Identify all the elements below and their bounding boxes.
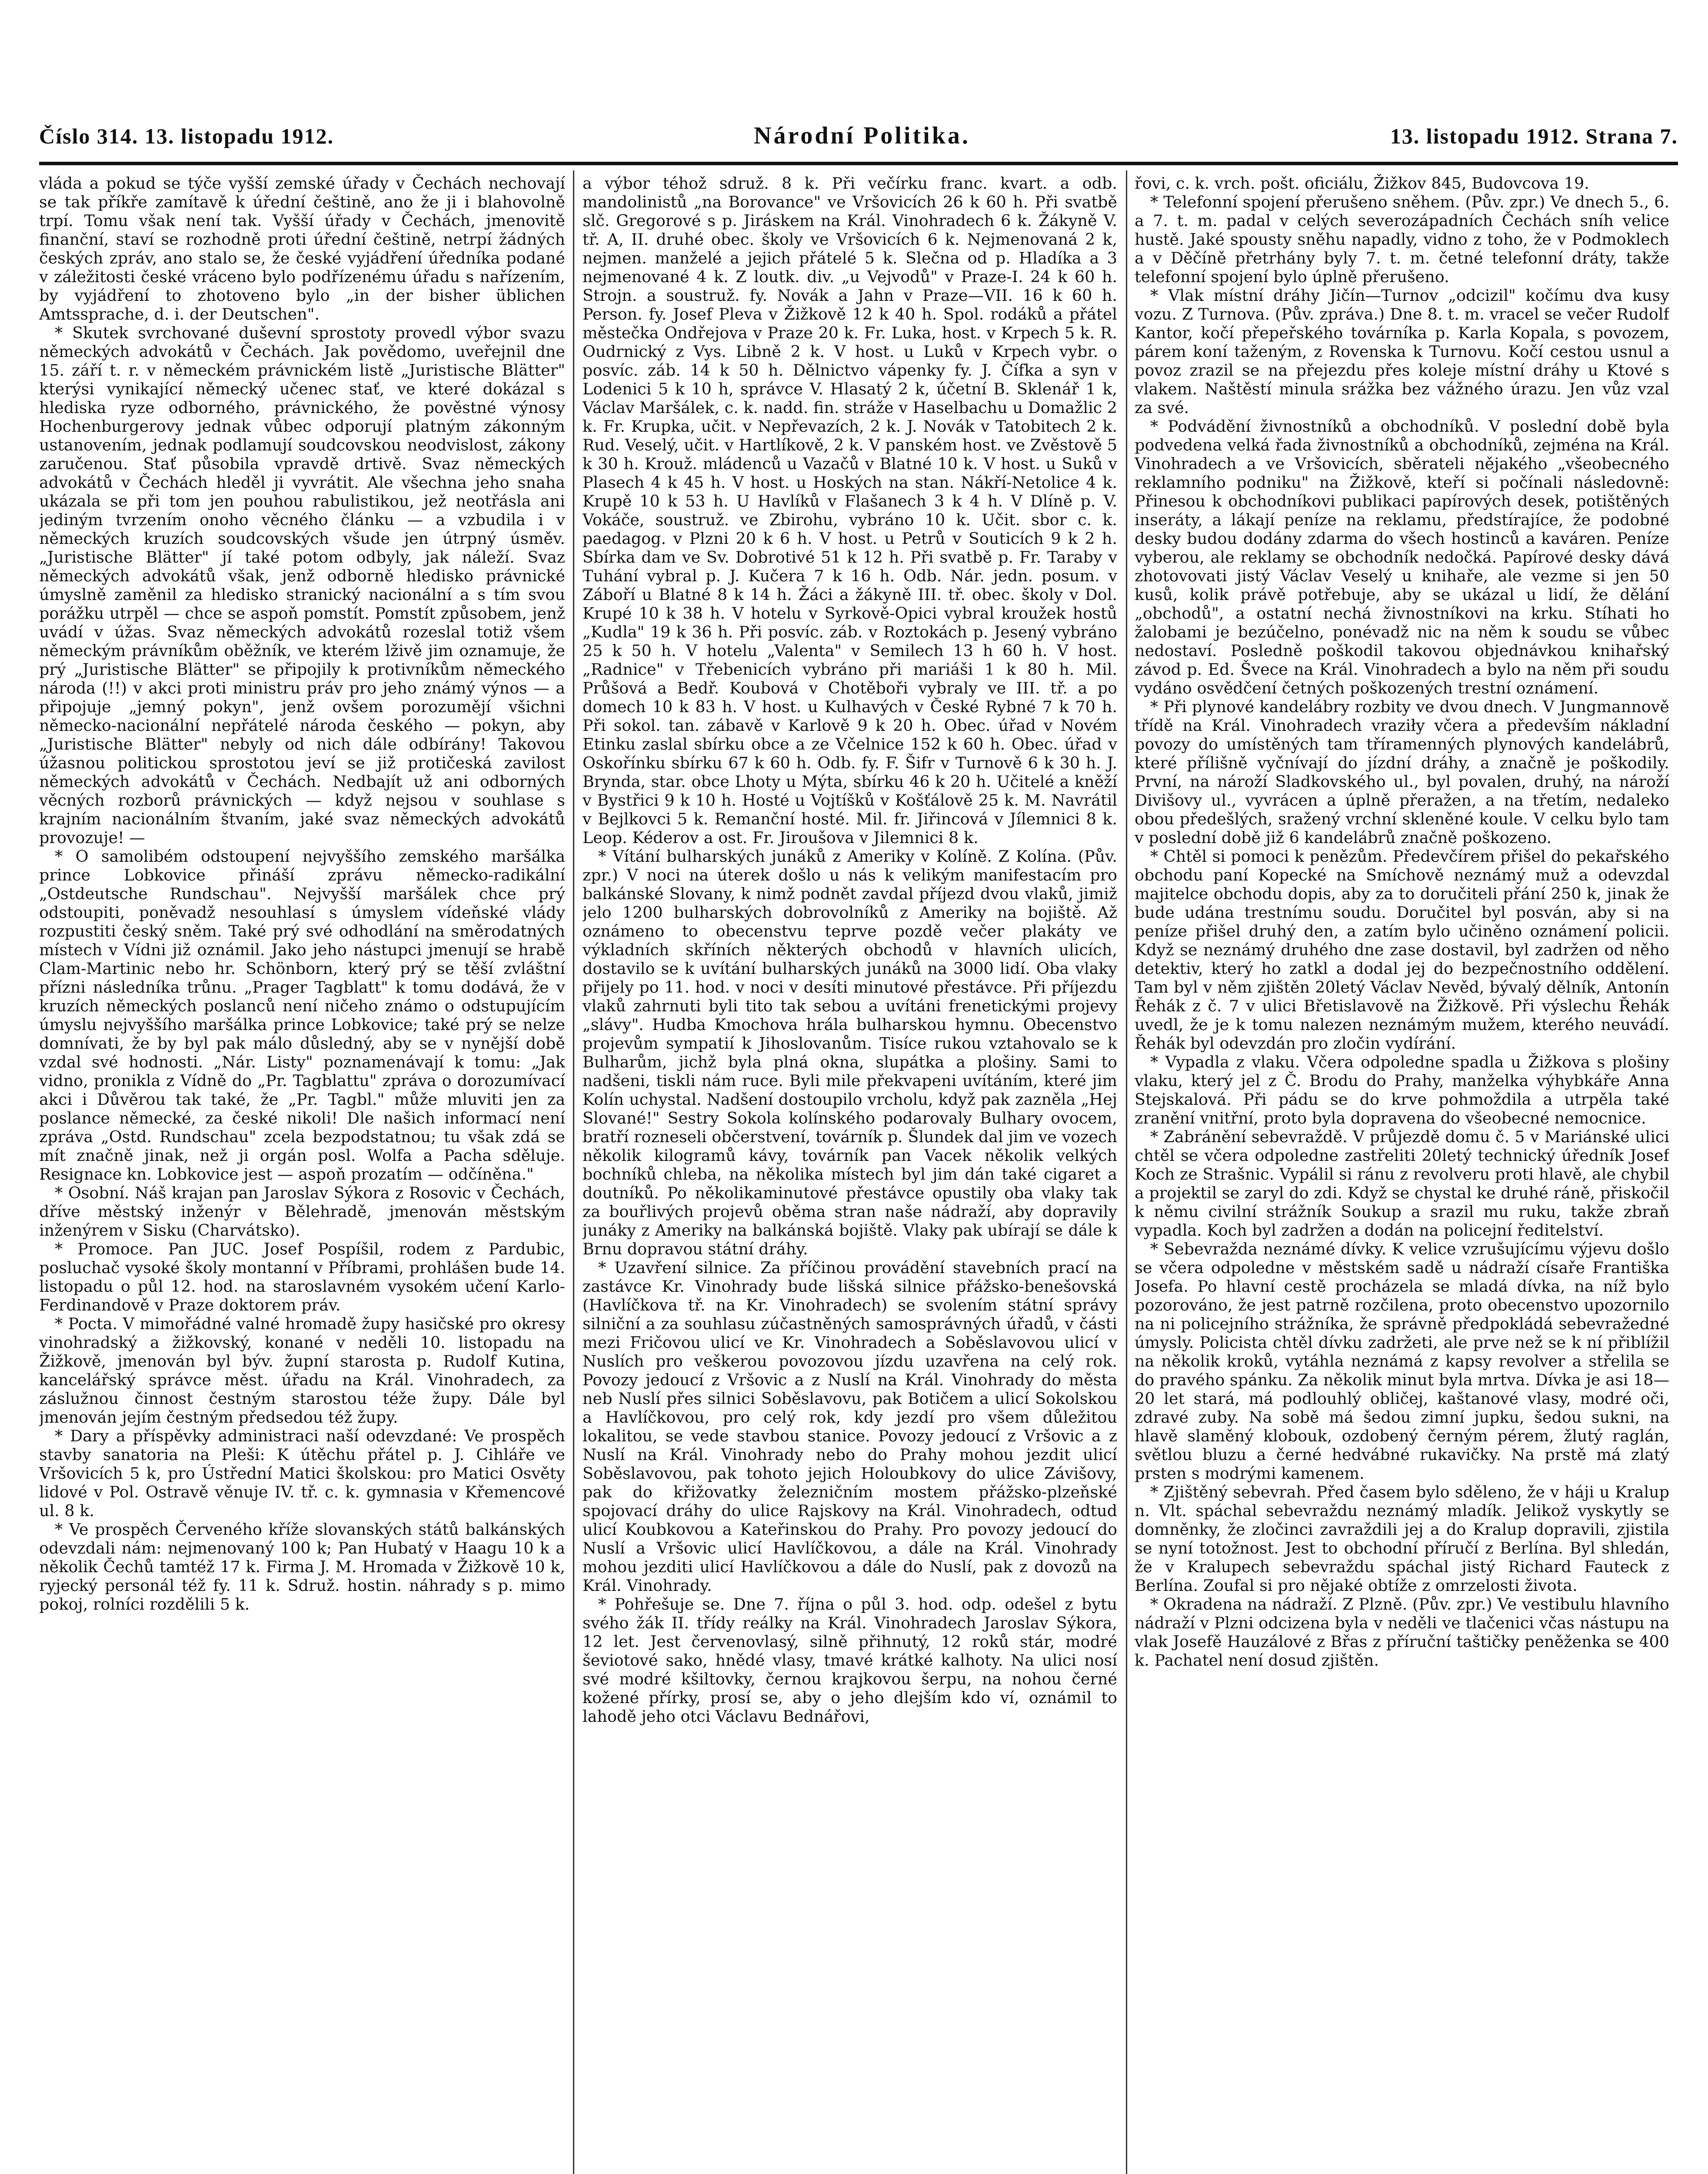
article-text: a výbor téhož sdruž. 8 k. Při večírku franc. kvart. a odb. mandolinistů „na Borovance" ve Vršovicích 26 k 60 h. Při svatbě slč. Gregorové s p. Jiráskem na Král. Vinohradech 6 k. Žákyně V. tř. A, II. druhé obec. školy ve Vršovicích 6 k. Nejmenovaná 2 k, nejmen. manželé a jejich přátelé 5 k. Slečna od p. Hladíka a 3 nejmenované 4 k. Z loutk. div. „u Vejvodů" v Praze-I. 24 k 60 h. Strojn. a soustruž. fy. Novák a Jahn v Praze—VII. 16 k 60 h. Person. fy. Josef Pleva v Žižkově 12 k 40 h. Spol. rodáků a přátel městečka Ondřejova v Praze 20 k. Fr. Luka, host. v Krpech 5 k. R. Oudrnický z Vys. Libně 2 k. V host. u Luků v Krpech vybr. o posvíc. záb. 14 k 50 h. Dělnictvo vápenky fy. J. Čífka a syn v Lodenici 5 k 10 h, správce V. Hlasatý 2 k, účetní B. Sklenář 1 k, Václav Maršálek, c. k. nadd. fin. stráže v Haselbachu u Domažlic 2 k. Fr. Krupka, učit. v Nepřevazích, 2 k. J. Novák v Tatobitech 2 k. Rud. Veselý, učit. v Hartlíkově, 2 k. V panském host. ve Zvěstově 5 k 30 h. Krouž. mládenců u Vazačů v Blatné 10 k. V host. u Suků v Plasech 4 k 45 h. V host. u Hoských na stan. Nákří-Netolice 4 k. Krupě 10 k 53 h. U Havlíků v Flašanech 3 k 4 h. V Dlíně p. V. Vokáče, soustruž. ve Zbirohu, vybráno 10 k. Učit. sbor c. k. paedagog. v Plzni 20 k 6 h. V host. u Petrů v Souticích 9 k 2 h. Sbírka dam ve Sv. Dobrotivé 51 k 12 h. Při svatbě p. Fr. Taraby v Tuhání vybral p. J. Kučera 7 k 16 h. Odb. Nár. jedn. posum. v Záboří u Blatné 8 k 14 h. Žáci a žákyně III. tř. obec. školy v Dol. Krupé 10 k 38 h. V hotelu v Syrkově-Opici vybral kroužek hostů „Kudla" 19 k 36 h. Při posvíc. záb. v Roztokách p. Jesený vybráno 25 k 50 h. V hotelu „Valenta" v Semilech 13 h 60 h. V host. „Radnice" v Třebenicích vybráno při mariáši 1 k 80 h. Mil. Průšová a Bedř. Koubová v Chotěboři vybraly ve III. tř. a po domech 10 k 83 h. V host. u Kulhavých v České Rybné 7 k 70 h. Při sokol. tan. zábavě v Karlově 9 k 20 h. Obec. úřad v Novém Etinku zaslal sbírku obce a ze Včelnice 152 k 60 h. Obec. úřad v Oskořínku sbírku 67 k 60 h. Odb. fy. F. Šifr v Turnově 6 k 30 h. J. Brynda, star. obce Lhoty u Mýta, sbírku 46 k 20 h. Učitelé a kněží v Bystřici 9 k 10 h. Hosté u Vojtíšků v Košťálově 25 k. M. Navrátil v Bejlkovci 5 k. Remanční hosté. Mil. fr. Jiřincová v Jílemnici 8 k. Leop. Kéderov a ost. Fr. Jiroušova v Jilemnici 8 k. — [583, 174, 1117, 847]
column-3 — [1135, 174, 1669, 2174]
column-2 — [583, 174, 1117, 2174]
article-text: * Promoce. Pan JUC. Josef Pospíšil, rodem z Pardubic, posluchač vysoké školy montanní v Příbrami, prohlášen bude 14. listopadu o půl 12. hod. na staroslavném vysokém učení Karlo-Ferdinandově v Praze doktorem práv. — [39, 1240, 565, 1314]
header-title: Národní Politika. — [754, 122, 970, 149]
article-text: * Dary a příspěvky administraci naší odevzdané: Ve prospěch stavby sanatoria na Pleši: K útěchu přátel p. J. Cihláře ve Vršovicích 5 k, pro Ústřední Matici školskou: pro Matici Osvěty lidové v Pol. Ostravě věnuje IV. tř. c. k. gymnasia v Křemencové ul. 8 k. — [39, 1427, 565, 1520]
column-1 — [39, 174, 565, 2174]
article-text: * Okradena na nádraží. Z Plzně. (Pův. zpr.) Ve vestibulu hlavního nádraží v Plzni odcizena byla v neděli ve tlačenici včas nástupu na vlak Josefě Hauzálové z Břas z příruční taštičky peněženka se 400 k. Pachatel není dosud zjištěn. — [1135, 1595, 1669, 1670]
article-text: * Při plynové kandelábry rozbity ve dvou dnech. V Jungmannově třídě na Král. Vinohradech vraziły včera a především nákladní povozy do umístěných tam tříramenných plynových kandelábrů, které přílišně vyčnívají do jízdní dráhy, a značně je poškodily. První, na nároží Sladkovského ul., byl povalen, druhý, na nároží Divišovy ul., vyvrácen a úplně přeražen, a na třetím, nedaleko obou předešlých, sražený vrchní skleněné koule. V celku bylo tam v poslední době již 6 kandelábrů značně poškozeno. — [1135, 697, 1669, 847]
article-text: * Pocta. V mimořádné valné hromadě župy hasičské pro okresy vinohradský a žižkovský, konané v neděli 10. listopadu na Žižkově, jmenován byl býv. župní starosta p. Rudolf Kutina, kancelářský správce měst. úřadu na Král. Vinohradech, za záslužnou činnost čestným starostou téže župy. Dále byl jmenován jejím čestným předsedou též župy. — [39, 1314, 565, 1427]
article-text: * Pohřešuje se. Dne 7. října o půl 3. hod. odp. odešel z bytu svého žák II. třídy reálky na Král. Vinohradech Jaroslav Sýkora, 12 let. Jest červenovlasý, silně přihnutý, 12 roků stár, modré ševiotové sako, hnědé vlasy, tmavé krátké kalhoty. Na ulici nosí své modré kšiltovky, černou krajkovou šerpu, na nohou černé kožené přírky, prosí se, aby o jeho dlejším kdo ví, oznámil to lahodě jeho otci Václavu Bednářovi, — [583, 1595, 1117, 1726]
header-issue: Číslo 314. 13. listopadu 1912. — [39, 124, 334, 148]
article-text: * Podvádění živnostníků a obchodníků. V poslední době byla podvedena velká řada živnostníků a obchodníků, zejména na Král. Vinohradech a ve Vršovicích, sběrateli nějakého „všeobecného reklamního podniku" na Žižkově, kteří si počínali následovně: Přinesou k obchodníkovi publikaci papírových desek, potištěných inseráty, a lákají peníze na reklamu, předstírajíce, že podobné desky budou dodány zdarma do všech hostinců a kaváren. Peníze vyberou, ale reklamy se obchodník nedočká. Papírové desky dává zhotovovati jistý Václav Veselý u knihaře, ale vezme si jen 50 kusů, kolik právě potřebuje, aby se ukázal u lidí, že dělání „obchodů", a ostatní nechá živnostníkovi na krku. Stíhati ho žalobami je bezúčelno, ponévadž nic na něm k soudu se vůbec nedostaví. Posledně poškodil takovou objednávkou knihařský závod p. Ed. Švece na Král. Vinohradech a bylo na něm při soudu vydáno osvědčení četných poškozených trestní oznámení. — [1135, 417, 1669, 697]
article-text: * Zabránění sebevraždě. V průjezdě domu č. 5 v Mariánské ulici chtěl se včera odpoledne zastřeliti 20letý technický úředník Josef Koch ze Strašnic. Vypálil si ránu z revolveru proti hlavě, ale chybil a projektil se zaryl do zdi. Když se chystal ke druhé ráně, přiskočil k němu civilní strážník Soukup a srazil mu ruku, takže zbraň vypadla. Koch byl zadržen a dodán na policejní ředitelství. — [1135, 1127, 1669, 1240]
page-header — [39, 122, 1678, 161]
header-rule — [39, 162, 1678, 165]
article-text: * Vlak místní dráhy Jičín—Turnov „odcizil" kočímu dva kusy vozu. Z Turnova. (Pův. zpráva.) Dne 8. t. m. vracel se večer Rudolf Kantor, kočí přepeřského továrníka p. Karla Kopala, s povozem, párem koní taženým, z Rovenska k Turnovu. Kočí cestou usnul a povoz zrazil se na přejezdu přes koleje místní dráhy u Ktové s vlakem. Naštěstí minula srážka bez vážného úrazu. Jen vůz vzal za své. — [1135, 286, 1669, 417]
article-text: * Zjištěný sebevrah. Před časem bylo sděleno, že v háji u Kralup n. Vlt. spáchal sebevraždu neznámý mladík. Jelikož vyskytly se domněnky, že zločinci zavraždili jej a do Kralup dopravili, zjistila se nyní totožnost. Jest to obchodní příručí z Berlína. Byl shledán, že v Kralupech sebevraždu spáchal jistý Richard Fauteck z Berlína. Zoufal si pro nějaké obtíže z omrzelosti života. — [1135, 1483, 1669, 1595]
newspaper-page — [39, 0, 1678, 2174]
column-divider — [573, 170, 574, 2174]
article-text: * Vypadla z vlaku. Včera odpoledne spadla u Žižkova s plošiny vlaku, který jel z Č. Brodu do Prahy, manželka výhybkáře Anna Stejskalová. Při pádu se do krve pohmoždila a utrpěla také zranění vnitřní, proto byla dopravena do všeobecné nemocnice. — [1135, 1053, 1669, 1127]
article-text: * Ve prospěch Červeného kříže slovanských států balkánských odevzdali nám: nejmenovaný 100 k; Pan Hubatý v Haagu 10 k a několik Čechů tamtéž 17 k. Firma J. M. Hromada v Žižkově 10 k, ryjecký personál též fy. 11 k. Sdruž. hostin. náhrady s p. mimo pokoj, rolníci rozdělili 5 k. — [39, 1520, 565, 1614]
article-text: * Uzavření silnice. Za příčinou provádění stavebních prací na zastávce Kr. Vinohrady bude lišská silnice přážsko-benešovská (Havlíčkova tř. na Kr. Vinohradech) se svolením státní správy silniční a za souhlasu zúčastněných samosprávných úřadů, v části mezi Fričovou ulicí ve Kr. Vinohradech a Soběslavovou ulicí v Nuslích pro veškerou povozovou jízdu uzavřena na celý rok. Povozy jedoucí z Vršovic a z Nuslí na Král. Vinohrady do města neb Nuslí přes silnici Soběslavovu, pak Botičem a ulicí Sokolskou a Havlíčkovou, pro celý rok, kdy jezdí pro všem důležitou lokalitou, se vede stavbou stanice. Povozy jedoucí z Vršovic a z Nuslí na Král. Vinohrady nebo do Prahy mohou jezdit ulicí Soběslavovou, pak tohoto jejich Holoubkovy do ulice Závišovy, pak do křižovatky železničním mostem přážsko-plzeňské spojovací dráhy do ulice Rajskovy na Král. Vinohradech, odtud ulicí Koubkovou a Kateřinskou do Prahy. Pro povozy jedoucí do Nuslí a Vršovic ulicí Havlíčkovou, a dále na Král. Vinohrady mohou jezditi ulicí Havlíčkovou a dále do Nuslí, pak z dovozů na Král. Vinohrady. — [583, 1258, 1117, 1595]
article-text: * O samolibém odstoupení nejvyššího zemského maršálka prince Lobkovice přináší zprávu německo-radikální „Ostdeutsche Rundschau". Nejvyšší maršálek chce prý odstoupiti, poněvadž nesouhlasí s úmyslem vídeňské vlády rozpustiti český sněm. Také prý své odhodlání na směrodatných místech v Vídni již oznámil. Jako jeho nástupci jmenují se hrabě Clam-Martinic nebo hr. Schönborn, který prý se těší zvláštní přízni následníka trůnu. „Prager Tagblatt" k tomu dodává, že v kruzích německých poslanců není ničeho známo o odstupujícím úmyslu nejvyššího maršálka prince Lobkovice; také prý se nelze domnívati, že by byl pak málo důsledný, aby se v nynější době vzdal své hodnosti. „Nár. Listy" poznamenávají k tomu: „Jak vidno, pronikla z Vídně do „Pr. Tagblattu" zpráva o dorozumívací akci i Důvěrou tak také, že „Pr. Tagbl." může mluviti jen za poslance německé, za české nikoli! Dle našich informací není zpráva „Ostd. Rundschau" zcela bezpodstatnou; tu však zdá se mít značně jinak, než ji orgán posl. Wolfa a Pacha sděluje. Resignace kn. Lobkovice jest — aspoň prozatím — odčíněna." — [39, 847, 565, 1184]
article-text: * Chtěl si pomoci k penězům. Předevčírem přišel do pekařského obchodu paní Kopecké na Smíchově neznámý muž a odevzdal majitelce obchodu dopis, aby za to doručiteli přání 250 k, jinak že bude udána trestnímu soudu. Doručitel byl posván, aby si na peníze přišel druhý den, a zatím bylo učiněno oznámení policii. Když se neznámý druhého dne zase dostavil, byl zadržen od něho detektiv, který ho zatkl a dodal jej do bezpečnostního oddělení. Tam byl v něm zjištěn 20letý Václav Nevěd, bývalý dělník, Antonín Řehák z č. 7 v ulici Břetislavově na Žižkově. Při výslechu Řehák uvedl, že je k tomu nalezen neznámým mužem, kterého neuvádí. Řehák byl odevzdán pro zločin vydírání. — [1135, 847, 1669, 1053]
column-divider — [1126, 170, 1127, 2174]
article-text: * Skutek svrchované duševní sprostoty provedl výbor svazu německých advokátů v Čechách. Jak povědomo, uveřejnil dne 15. září t. r. v německém právnickém listě „Juristische Blätter" kterýsi vynikající německý učenec stať, ve které dokázal s hlediska ryze odborného, právnického, že pověstné výnosy Hochenburgerovy jednak vůbec odporují platným zákonným ustanovením, jednak podlamují soudcovskou neodvislost, zákony zaručenou. Stať působila vpravdě drtivě. Svaz německých advokátů v Čechách hleděl ji vyvrátit. Ale všechna jeho snaha ukázala se při tom jen pouhou rabulistikou, jež neotřásla ani jediným tvrzením onoho věcného článku — a vzbudila i v německých kruzích soudcovských všude jen útrpný úsměv. „Juristische Blätter" jí také potom odbyly, jak náleží. Svaz německých advokátů však, jenž odborně hledisko právnické úmyslně zaměnil za hledisko stranický nacionální a s tím svou porážku utrpěl — chce se aspoň pomstít. Pomstít způsobem, jenž uvádí v úžas. Svaz německých advokátů rozeslal totiž všem německým právníkům oběžník, ve kterém lživě jim oznamuje, že prý „Juristische Blätter" se připojily k protivníkům německého národa (!!) v akci proti ministru práv pro jeho známý výnos — a připojuje „jemný pokyn", jenž ovšem porozumějí všichni německo-nacionální nepřátelé národa českého — pokyn, aby „Juristische Blätter" nebyly od nich dále odbírány! Takovou úžasnou politickou sprostotou jeví se již protičeská zavilost německých advokátů v Čechách. Nedbajít už ani odborných věcných rozborů právnických — když nejsou v souhlase s krajním nacionálním štvaním, jaké svaz německých advokátů provozuje! — — [39, 323, 565, 847]
article-text: * Osobní. Náš krajan pan Jaroslav Sýkora z Rosovic v Čechách, dříve městský inženýr v Bělehradě, jmenován městským inženýrem v Sisku (Charvátsko). — [39, 1184, 565, 1240]
article-text: * Telefonní spojení přerušeno sněhem. (Pův. zpr.) Ve dnech 5., 6. a 7. t. m. padal v celých severozápadních Čechách sníh velice hustě. Jaké spousty sněhu napadly, vidno z toho, že v Podmoklech a v Děčíně přetrhány byly 7. t. m. četné telefonní dráty, takže telefonní spojení bylo úplně přerušeno. — [1135, 193, 1669, 286]
article-text: * Sebevražda neznámé dívky. K velice vzrušujícímu výjevu došlo se včera odpoledne v městském sadě u nádraží císaře Františka Josefa. Po hlavní cestě procházela se mladá dívka, na níž bylo pozorováno, že jest patrně rozčilena, proto obecenstvo upozornilo na ni policejního strážníka, že správně předpokládá sebevražedné úmysly. Policista chtěl dívku zadržeti, ale prve než se k ní přiblížil na několik kroků, vytáhla neznámá z kapsy revolver a střelila se do pravého spánku. Za několik minut byla mrtva. Dívka je asi 18—20 let stará, má podlouhlý obličej, kaštanové vlasy, modré oči, zdravé zuby. Na sobě má šedou zimní jupku, šedou sukni, na hlavě slaměný klobouk, ozdobený černým pérem, žlutý raglán, světlou bluzu a černé hedvábné rukavičky. Na prstě má zlatý prsten s modrými kamenem. — [1135, 1240, 1669, 1483]
article-text: řovi, c. k. vrch. pošt. oficiálu, Žižkov 845, Budovcova 19. — [1135, 174, 1589, 193]
article-text: vláda a pokud se týče vyšší zemské úřady v Čechách nechovají se tak příkře zamítavě k úřední češtině, ano že ji i blahovolně trpí. Tomu však není tak. Vyšší úřady v Čechách, jmenovitě finanční, staví se rozhodně proti úřední češtině, netrpí žádných českých zpráv, ano stalo se, že české vyjádření úředníka podané v záležitosti české vráceno bylo podřízenému úřadu s nařízením, by vyjádření to zhotoveno bylo „in der bisher üblichen Amtssprache, d. i. der Deutschen". — [39, 174, 565, 323]
header-page: 13. listopadu 1912. Strana 7. — [1390, 124, 1678, 148]
article-text: * Vítání bulharských junáků z Ameriky v Kolíně. Z Kolína. (Pův. zpr.) V noci na úterek došlo u nás k velikým manifestacím pro balkánské Slovany, k nimž podnět zavdal příjezd dvou vlaků, jimiž jelo 1200 bulharských dobrovolníků z Ameriky na bojiště. Až oznámeno to obecenstvu teprve pozdě večer plakáty ve výkladních skříních některých obchodů v hlavních ulicích, dostavilo se k uvítání bulharských junáků na 3000 lidí. Oba vlaky přijely po 11. hod. v noci v desíti minutové přestávce. Při příjezdu vlaků zahrnuti byli tito tak sebou a uvítáni frenetickými projevy „slávy". Hudba Kmochova hrála bulharskou hymnu. Obecenstvo projevům sympatií k Jihoslovanům. Tisíce rukou vztahovalo se k Bulharům, jichž byla plná okna, slupátka a plošiny. Sami to nadšeni, tiskli nám ruce. Byli mile překvapeni uvítáním, které jim Kolín uchystal. Nadšení dostoupilo vrcholu, když pak zazněla „Hej Slované!" Sestry Sokola kolínského podarovaly Bulhary ovocem, bratří rozneseli občerstvení, továrník p. Šlundek dal jim ve vozech několik kilogramů kávy, továrník pan Vacek několik velkých bochníků chleba, na několika místech byl jim dán také cigaret a doutníků. Po několikaminutové přestávce opustily oba vlaky tak za bouřlivých projevů oběma stran naše nádraží, aby dopravily junáky z Ameriky na balkánská bojiště. Vlaky pak ubírají se dále k Brnu dopravou státní dráhy. — [583, 847, 1117, 1258]
